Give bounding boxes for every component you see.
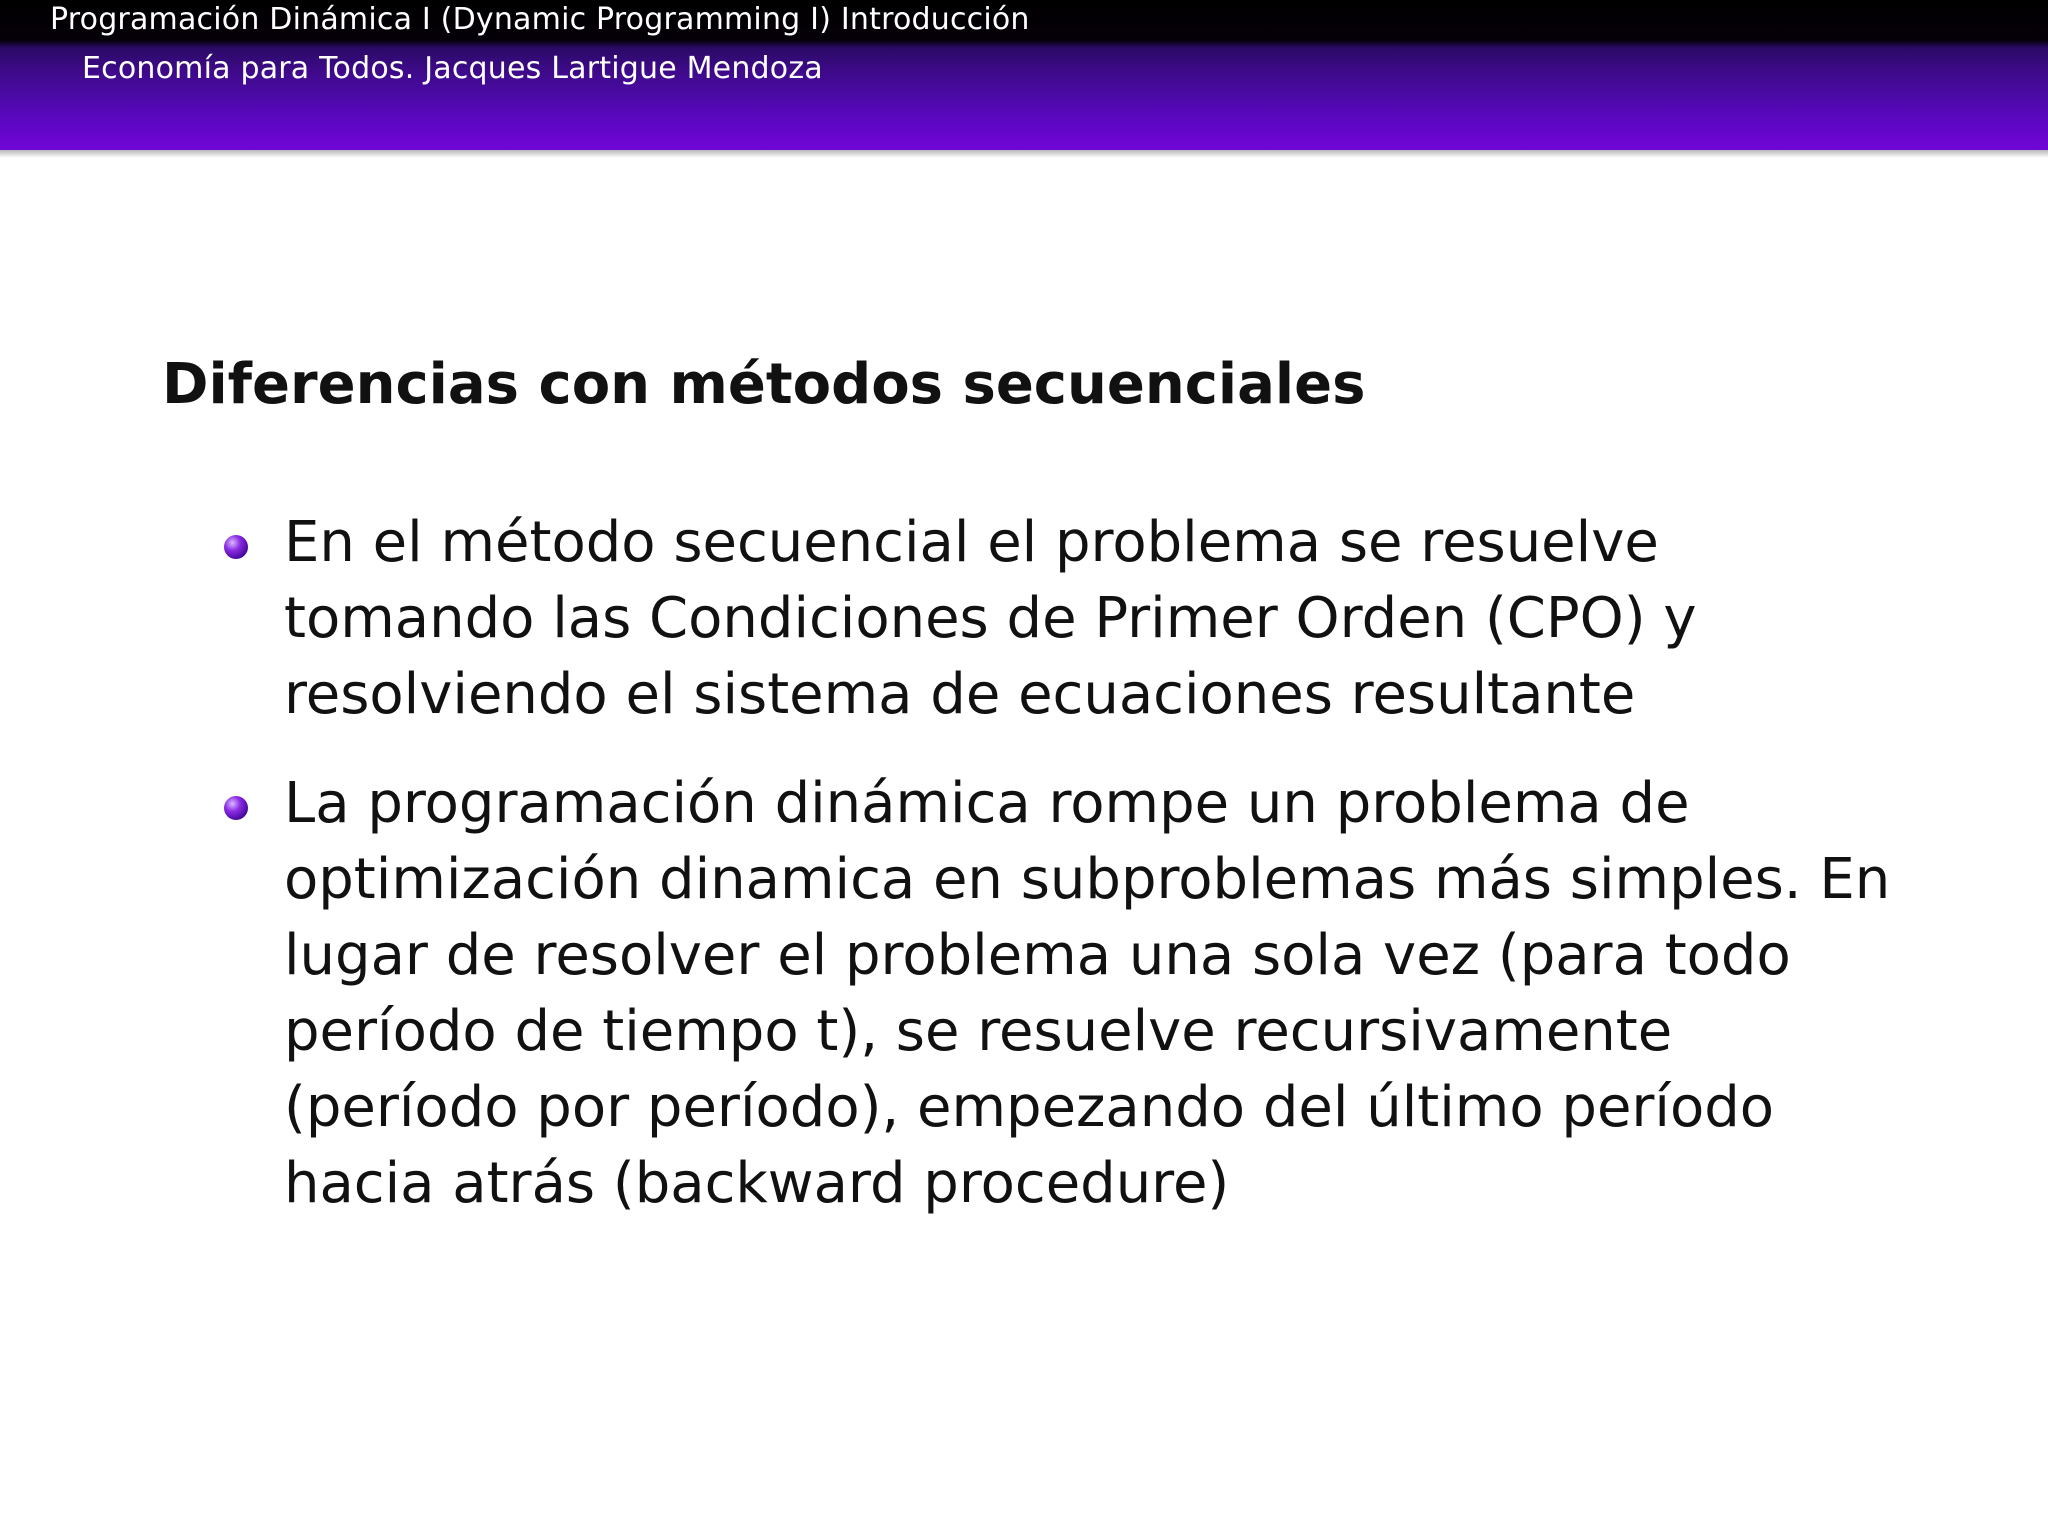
bullet-ball-icon: [224, 535, 248, 559]
presentation-title: Programación Dinámica I (Dynamic Programming I) Introducción: [50, 2, 1030, 37]
bullet-text: En el método secuencial el problema se resuelve tomando las Condiciones de Primer Orden (CPO) y resolviendo el sistema de ecuaciones resultante: [284, 510, 1697, 727]
slide-title: Diferencias con métodos secuenciales: [162, 352, 1366, 417]
bullet-item: [220, 766, 1920, 1222]
header-shadow: [0, 150, 2048, 158]
bullet-item: [220, 505, 1920, 733]
presentation-subtitle: Economía para Todos. Jacques Lartigue Mendoza: [82, 51, 823, 86]
header-bar: [0, 0, 2048, 150]
bullet-ball-icon: [224, 796, 248, 820]
bullet-text: La programación dinámica rompe un problema de optimización dinamica en subproblemas más simples. En lugar de resolver el problema una sola vez (para todo período de tiempo t), se resuelve recursivamente (período por período), empezando del último período hacia atrás (backward procedure): [284, 771, 1891, 1216]
bullet-list: [220, 505, 1920, 1255]
